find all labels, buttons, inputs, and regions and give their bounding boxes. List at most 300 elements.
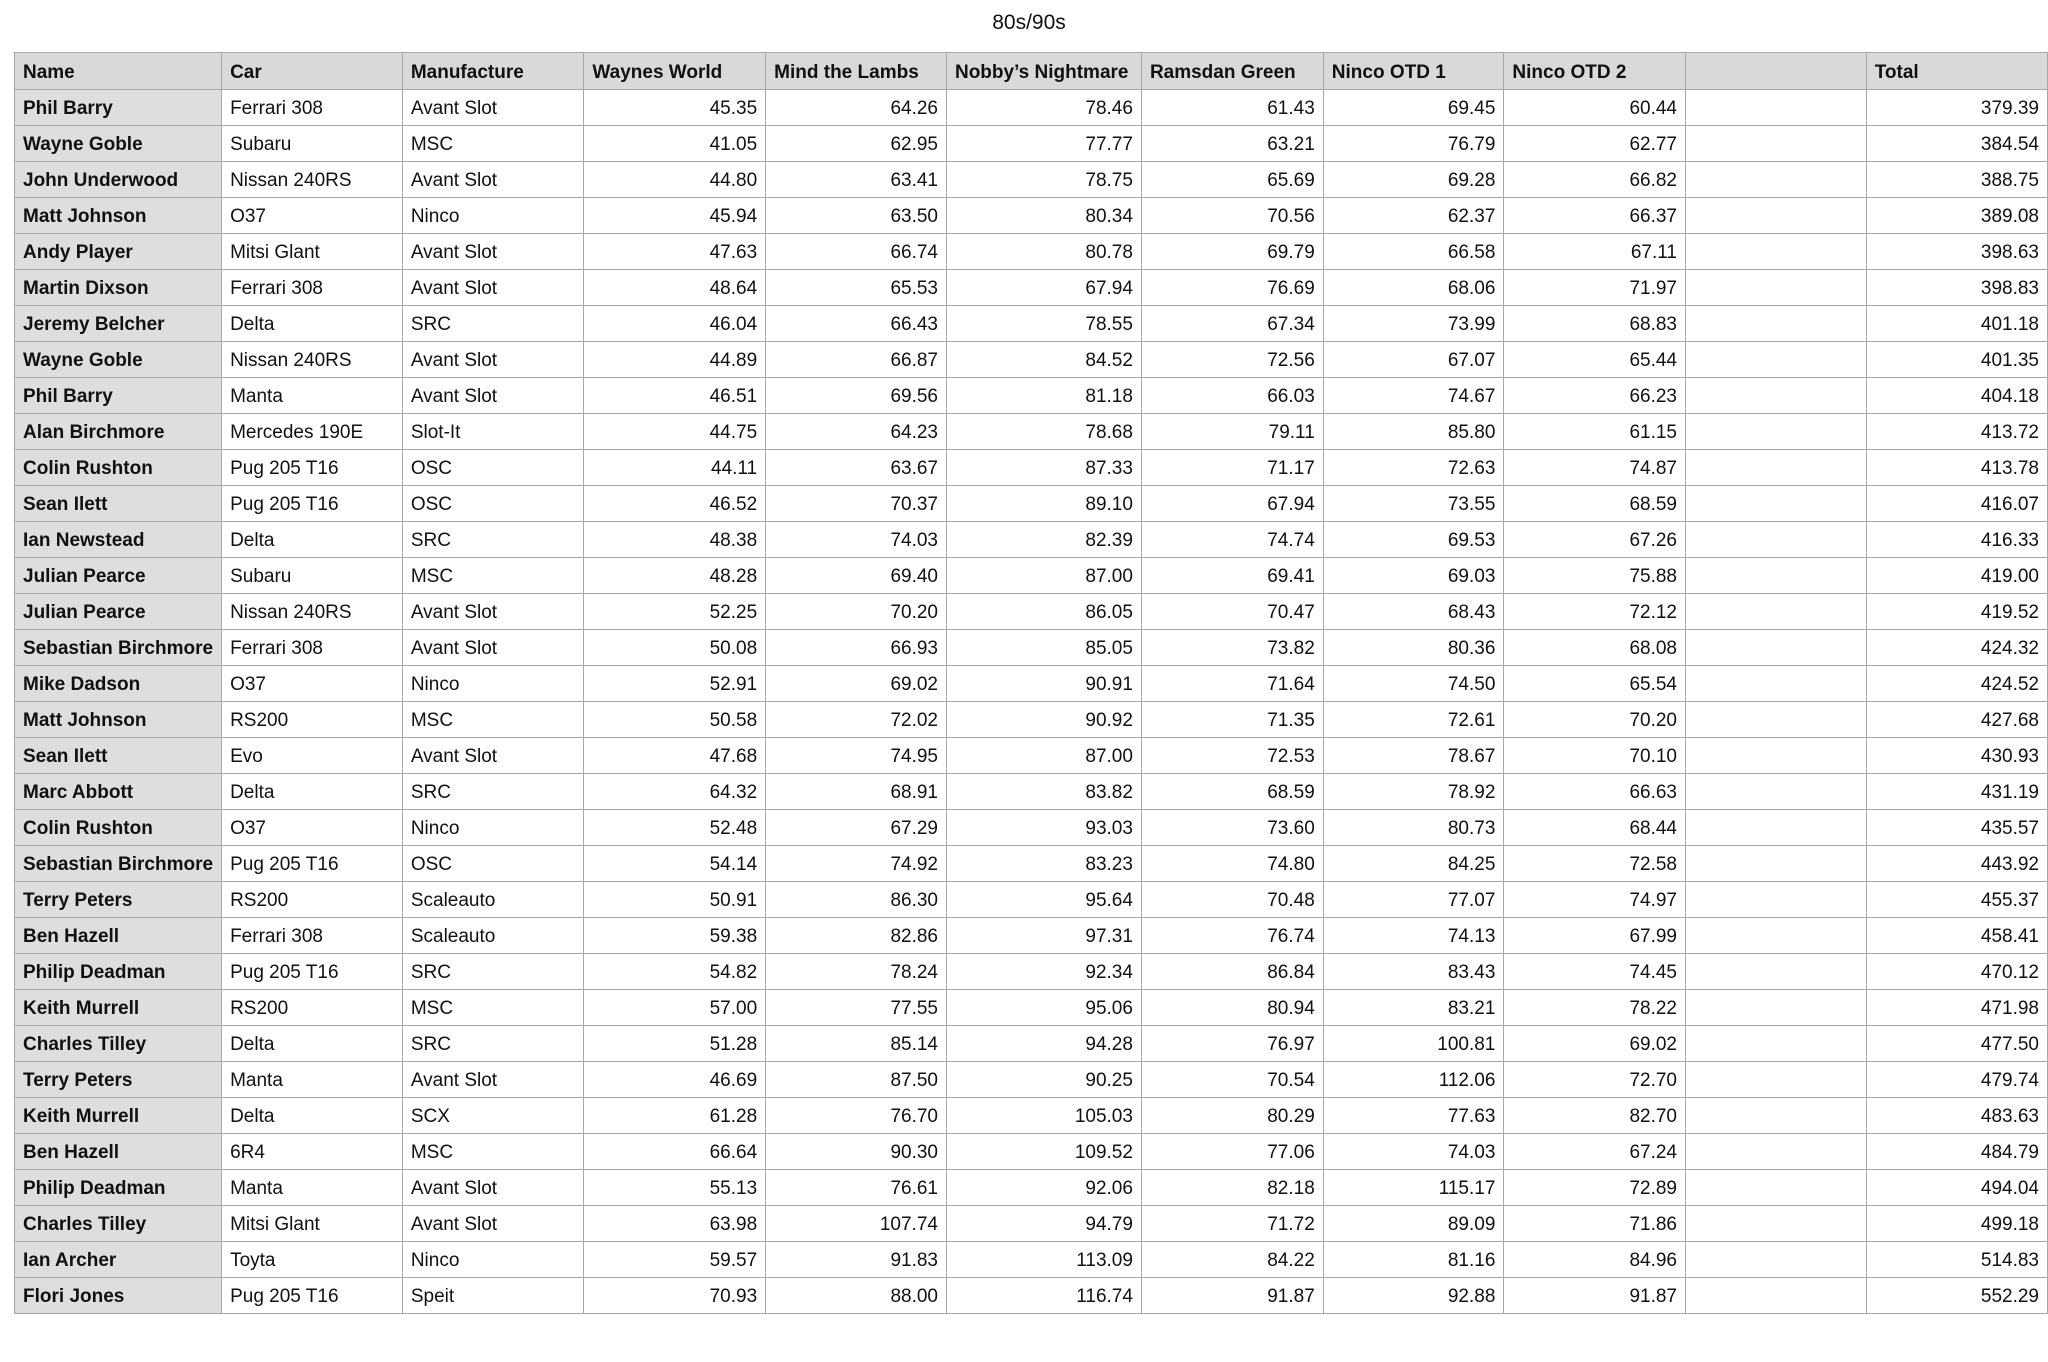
- cell-ramsdan-green[interactable]: 84.22: [1141, 1242, 1323, 1278]
- cell-ninco-otd-1[interactable]: 72.61: [1323, 702, 1504, 738]
- cell-ramsdan-green[interactable]: 61.43: [1141, 90, 1323, 126]
- cell-waynes-world[interactable]: 63.98: [584, 1206, 766, 1242]
- cell-ninco-otd-2[interactable]: 68.59: [1504, 486, 1686, 522]
- cell-ninco-otd-1[interactable]: 80.36: [1323, 630, 1504, 666]
- cell-nobbys-nightmare[interactable]: 90.92: [946, 702, 1141, 738]
- cell-name[interactable]: Marc Abbott: [15, 774, 222, 810]
- cell-name[interactable]: Flori Jones: [15, 1278, 222, 1314]
- cell-manufacture[interactable]: MSC: [402, 1134, 584, 1170]
- cell-manufacture[interactable]: Avant Slot: [402, 738, 584, 774]
- cell-ninco-otd-1[interactable]: 69.28: [1323, 162, 1504, 198]
- cell-ramsdan-green[interactable]: 82.18: [1141, 1170, 1323, 1206]
- cell-manufacture[interactable]: OSC: [402, 486, 584, 522]
- cell-manufacture[interactable]: Avant Slot: [402, 630, 584, 666]
- cell-blank[interactable]: [1686, 342, 1867, 378]
- cell-total[interactable]: 389.08: [1866, 198, 2047, 234]
- cell-mind-the-lambs[interactable]: 85.14: [766, 1026, 947, 1062]
- cell-name[interactable]: Phil Barry: [15, 90, 222, 126]
- cell-waynes-world[interactable]: 48.28: [584, 558, 766, 594]
- cell-ninco-otd-1[interactable]: 85.80: [1323, 414, 1504, 450]
- cell-blank[interactable]: [1686, 414, 1867, 450]
- header-mind-the-lambs[interactable]: Mind the Lambs: [766, 53, 947, 90]
- cell-nobbys-nightmare[interactable]: 95.06: [946, 990, 1141, 1026]
- cell-waynes-world[interactable]: 61.28: [584, 1098, 766, 1134]
- cell-blank[interactable]: [1686, 1242, 1867, 1278]
- cell-blank[interactable]: [1686, 486, 1867, 522]
- cell-waynes-world[interactable]: 54.14: [584, 846, 766, 882]
- cell-ninco-otd-1[interactable]: 74.03: [1323, 1134, 1504, 1170]
- cell-mind-the-lambs[interactable]: 69.02: [766, 666, 947, 702]
- cell-waynes-world[interactable]: 51.28: [584, 1026, 766, 1062]
- cell-ninco-otd-2[interactable]: 68.83: [1504, 306, 1686, 342]
- cell-blank[interactable]: [1686, 774, 1867, 810]
- header-ninco-otd-2[interactable]: Ninco OTD 2: [1504, 53, 1686, 90]
- cell-ninco-otd-2[interactable]: 74.45: [1504, 954, 1686, 990]
- cell-waynes-world[interactable]: 54.82: [584, 954, 766, 990]
- cell-waynes-world[interactable]: 44.75: [584, 414, 766, 450]
- cell-ninco-otd-2[interactable]: 70.10: [1504, 738, 1686, 774]
- header-total[interactable]: Total: [1866, 53, 2047, 90]
- cell-ramsdan-green[interactable]: 63.21: [1141, 126, 1323, 162]
- cell-blank[interactable]: [1686, 234, 1867, 270]
- cell-total[interactable]: 398.63: [1866, 234, 2047, 270]
- cell-manufacture[interactable]: Avant Slot: [402, 90, 584, 126]
- cell-car[interactable]: Pug 205 T16: [222, 1278, 403, 1314]
- cell-mind-the-lambs[interactable]: 76.61: [766, 1170, 947, 1206]
- cell-mind-the-lambs[interactable]: 74.03: [766, 522, 947, 558]
- cell-ramsdan-green[interactable]: 76.74: [1141, 918, 1323, 954]
- cell-car[interactable]: Delta: [222, 1026, 403, 1062]
- cell-ninco-otd-1[interactable]: 78.67: [1323, 738, 1504, 774]
- cell-ninco-otd-1[interactable]: 74.67: [1323, 378, 1504, 414]
- cell-name[interactable]: Sean Ilett: [15, 486, 222, 522]
- cell-nobbys-nightmare[interactable]: 86.05: [946, 594, 1141, 630]
- cell-total[interactable]: 458.41: [1866, 918, 2047, 954]
- cell-ninco-otd-1[interactable]: 69.45: [1323, 90, 1504, 126]
- cell-nobbys-nightmare[interactable]: 116.74: [946, 1278, 1141, 1314]
- cell-car[interactable]: RS200: [222, 702, 403, 738]
- cell-car[interactable]: Subaru: [222, 558, 403, 594]
- cell-car[interactable]: Delta: [222, 306, 403, 342]
- cell-manufacture[interactable]: SRC: [402, 1026, 584, 1062]
- cell-ninco-otd-1[interactable]: 100.81: [1323, 1026, 1504, 1062]
- cell-manufacture[interactable]: Slot-It: [402, 414, 584, 450]
- cell-ramsdan-green[interactable]: 67.34: [1141, 306, 1323, 342]
- cell-waynes-world[interactable]: 52.48: [584, 810, 766, 846]
- cell-mind-the-lambs[interactable]: 66.87: [766, 342, 947, 378]
- cell-mind-the-lambs[interactable]: 66.43: [766, 306, 947, 342]
- cell-waynes-world[interactable]: 46.52: [584, 486, 766, 522]
- cell-mind-the-lambs[interactable]: 67.29: [766, 810, 947, 846]
- cell-car[interactable]: O37: [222, 810, 403, 846]
- cell-ninco-otd-1[interactable]: 115.17: [1323, 1170, 1504, 1206]
- cell-mind-the-lambs[interactable]: 68.91: [766, 774, 947, 810]
- cell-ramsdan-green[interactable]: 69.79: [1141, 234, 1323, 270]
- cell-manufacture[interactable]: OSC: [402, 450, 584, 486]
- cell-ninco-otd-1[interactable]: 66.58: [1323, 234, 1504, 270]
- cell-nobbys-nightmare[interactable]: 83.82: [946, 774, 1141, 810]
- cell-car[interactable]: Nissan 240RS: [222, 594, 403, 630]
- cell-total[interactable]: 401.18: [1866, 306, 2047, 342]
- cell-car[interactable]: Ferrari 308: [222, 630, 403, 666]
- cell-ramsdan-green[interactable]: 74.80: [1141, 846, 1323, 882]
- cell-ninco-otd-2[interactable]: 74.97: [1504, 882, 1686, 918]
- cell-ramsdan-green[interactable]: 69.41: [1141, 558, 1323, 594]
- cell-ninco-otd-1[interactable]: 84.25: [1323, 846, 1504, 882]
- cell-ninco-otd-2[interactable]: 67.24: [1504, 1134, 1686, 1170]
- cell-manufacture[interactable]: Scaleauto: [402, 882, 584, 918]
- cell-nobbys-nightmare[interactable]: 90.91: [946, 666, 1141, 702]
- cell-car[interactable]: Mercedes 190E: [222, 414, 403, 450]
- header-nobbys-nightmare[interactable]: Nobby’s Nightmare: [946, 53, 1141, 90]
- cell-mind-the-lambs[interactable]: 86.30: [766, 882, 947, 918]
- cell-waynes-world[interactable]: 64.32: [584, 774, 766, 810]
- cell-car[interactable]: RS200: [222, 990, 403, 1026]
- cell-blank[interactable]: [1686, 1062, 1867, 1098]
- cell-blank[interactable]: [1686, 594, 1867, 630]
- header-ninco-otd-1[interactable]: Ninco OTD 1: [1323, 53, 1504, 90]
- cell-ninco-otd-2[interactable]: 60.44: [1504, 90, 1686, 126]
- cell-mind-the-lambs[interactable]: 76.70: [766, 1098, 947, 1134]
- cell-waynes-world[interactable]: 44.89: [584, 342, 766, 378]
- cell-waynes-world[interactable]: 52.91: [584, 666, 766, 702]
- cell-name[interactable]: Wayne Goble: [15, 126, 222, 162]
- cell-ramsdan-green[interactable]: 77.06: [1141, 1134, 1323, 1170]
- cell-ninco-otd-2[interactable]: 71.97: [1504, 270, 1686, 306]
- cell-car[interactable]: Nissan 240RS: [222, 162, 403, 198]
- cell-name[interactable]: Andy Player: [15, 234, 222, 270]
- cell-nobbys-nightmare[interactable]: 95.64: [946, 882, 1141, 918]
- cell-ninco-otd-2[interactable]: 75.88: [1504, 558, 1686, 594]
- cell-blank[interactable]: [1686, 810, 1867, 846]
- cell-car[interactable]: Evo: [222, 738, 403, 774]
- cell-blank[interactable]: [1686, 1278, 1867, 1314]
- cell-nobbys-nightmare[interactable]: 67.94: [946, 270, 1141, 306]
- cell-blank[interactable]: [1686, 918, 1867, 954]
- cell-ninco-otd-1[interactable]: 74.50: [1323, 666, 1504, 702]
- cell-ramsdan-green[interactable]: 80.29: [1141, 1098, 1323, 1134]
- cell-mind-the-lambs[interactable]: 82.86: [766, 918, 947, 954]
- cell-ramsdan-green[interactable]: 65.69: [1141, 162, 1323, 198]
- cell-total[interactable]: 431.19: [1866, 774, 2047, 810]
- cell-manufacture[interactable]: SRC: [402, 522, 584, 558]
- cell-waynes-world[interactable]: 55.13: [584, 1170, 766, 1206]
- cell-ninco-otd-1[interactable]: 69.53: [1323, 522, 1504, 558]
- cell-car[interactable]: Pug 205 T16: [222, 846, 403, 882]
- cell-car[interactable]: O37: [222, 666, 403, 702]
- cell-total[interactable]: 455.37: [1866, 882, 2047, 918]
- cell-blank[interactable]: [1686, 1134, 1867, 1170]
- cell-nobbys-nightmare[interactable]: 77.77: [946, 126, 1141, 162]
- cell-ninco-otd-2[interactable]: 72.58: [1504, 846, 1686, 882]
- cell-ninco-otd-1[interactable]: 81.16: [1323, 1242, 1504, 1278]
- cell-waynes-world[interactable]: 47.68: [584, 738, 766, 774]
- cell-ninco-otd-2[interactable]: 68.44: [1504, 810, 1686, 846]
- cell-mind-the-lambs[interactable]: 63.67: [766, 450, 947, 486]
- cell-manufacture[interactable]: Ninco: [402, 198, 584, 234]
- cell-ninco-otd-1[interactable]: 77.07: [1323, 882, 1504, 918]
- cell-name[interactable]: Mike Dadson: [15, 666, 222, 702]
- cell-nobbys-nightmare[interactable]: 89.10: [946, 486, 1141, 522]
- cell-ramsdan-green[interactable]: 73.82: [1141, 630, 1323, 666]
- cell-blank[interactable]: [1686, 126, 1867, 162]
- cell-mind-the-lambs[interactable]: 63.41: [766, 162, 947, 198]
- cell-waynes-world[interactable]: 50.58: [584, 702, 766, 738]
- cell-blank[interactable]: [1686, 378, 1867, 414]
- cell-manufacture[interactable]: Avant Slot: [402, 1062, 584, 1098]
- cell-ramsdan-green[interactable]: 71.35: [1141, 702, 1323, 738]
- cell-mind-the-lambs[interactable]: 107.74: [766, 1206, 947, 1242]
- cell-mind-the-lambs[interactable]: 69.56: [766, 378, 947, 414]
- cell-total[interactable]: 384.54: [1866, 126, 2047, 162]
- cell-ramsdan-green[interactable]: 66.03: [1141, 378, 1323, 414]
- cell-nobbys-nightmare[interactable]: 80.34: [946, 198, 1141, 234]
- cell-nobbys-nightmare[interactable]: 97.31: [946, 918, 1141, 954]
- cell-manufacture[interactable]: Avant Slot: [402, 342, 584, 378]
- cell-car[interactable]: Manta: [222, 378, 403, 414]
- cell-blank[interactable]: [1686, 270, 1867, 306]
- cell-total[interactable]: 443.92: [1866, 846, 2047, 882]
- cell-ninco-otd-1[interactable]: 92.88: [1323, 1278, 1504, 1314]
- cell-ninco-otd-2[interactable]: 66.37: [1504, 198, 1686, 234]
- cell-mind-the-lambs[interactable]: 91.83: [766, 1242, 947, 1278]
- cell-manufacture[interactable]: Avant Slot: [402, 162, 584, 198]
- cell-total[interactable]: 470.12: [1866, 954, 2047, 990]
- cell-nobbys-nightmare[interactable]: 105.03: [946, 1098, 1141, 1134]
- cell-ramsdan-green[interactable]: 79.11: [1141, 414, 1323, 450]
- cell-blank[interactable]: [1686, 630, 1867, 666]
- cell-ninco-otd-1[interactable]: 73.99: [1323, 306, 1504, 342]
- cell-name[interactable]: Philip Deadman: [15, 954, 222, 990]
- cell-ninco-otd-2[interactable]: 67.11: [1504, 234, 1686, 270]
- cell-ninco-otd-2[interactable]: 65.54: [1504, 666, 1686, 702]
- header-ramsdan-green[interactable]: Ramsdan Green: [1141, 53, 1323, 90]
- cell-name[interactable]: Ben Hazell: [15, 1134, 222, 1170]
- cell-ninco-otd-1[interactable]: 78.92: [1323, 774, 1504, 810]
- cell-nobbys-nightmare[interactable]: 109.52: [946, 1134, 1141, 1170]
- cell-waynes-world[interactable]: 70.93: [584, 1278, 766, 1314]
- cell-ninco-otd-1[interactable]: 73.55: [1323, 486, 1504, 522]
- cell-name[interactable]: Ian Archer: [15, 1242, 222, 1278]
- cell-total[interactable]: 552.29: [1866, 1278, 2047, 1314]
- cell-nobbys-nightmare[interactable]: 82.39: [946, 522, 1141, 558]
- header-waynes-world[interactable]: Waynes World: [584, 53, 766, 90]
- cell-name[interactable]: Phil Barry: [15, 378, 222, 414]
- cell-ninco-otd-1[interactable]: 72.63: [1323, 450, 1504, 486]
- cell-car[interactable]: Ferrari 308: [222, 270, 403, 306]
- cell-ninco-otd-1[interactable]: 74.13: [1323, 918, 1504, 954]
- cell-total[interactable]: 416.33: [1866, 522, 2047, 558]
- cell-mind-the-lambs[interactable]: 90.30: [766, 1134, 947, 1170]
- cell-total[interactable]: 479.74: [1866, 1062, 2047, 1098]
- cell-total[interactable]: 483.63: [1866, 1098, 2047, 1134]
- cell-ninco-otd-2[interactable]: 78.22: [1504, 990, 1686, 1026]
- cell-total[interactable]: 484.79: [1866, 1134, 2047, 1170]
- cell-blank[interactable]: [1686, 738, 1867, 774]
- cell-nobbys-nightmare[interactable]: 78.75: [946, 162, 1141, 198]
- cell-ramsdan-green[interactable]: 72.56: [1141, 342, 1323, 378]
- cell-waynes-world[interactable]: 44.11: [584, 450, 766, 486]
- cell-blank[interactable]: [1686, 990, 1867, 1026]
- cell-name[interactable]: Terry Peters: [15, 1062, 222, 1098]
- cell-name[interactable]: Terry Peters: [15, 882, 222, 918]
- cell-ninco-otd-2[interactable]: 70.20: [1504, 702, 1686, 738]
- cell-ramsdan-green[interactable]: 70.48: [1141, 882, 1323, 918]
- cell-mind-the-lambs[interactable]: 64.26: [766, 90, 947, 126]
- cell-name[interactable]: Colin Rushton: [15, 450, 222, 486]
- cell-blank[interactable]: [1686, 306, 1867, 342]
- cell-name[interactable]: Philip Deadman: [15, 1170, 222, 1206]
- cell-ramsdan-green[interactable]: 73.60: [1141, 810, 1323, 846]
- cell-mind-the-lambs[interactable]: 65.53: [766, 270, 947, 306]
- cell-mind-the-lambs[interactable]: 66.93: [766, 630, 947, 666]
- cell-car[interactable]: Subaru: [222, 126, 403, 162]
- cell-mind-the-lambs[interactable]: 70.20: [766, 594, 947, 630]
- cell-waynes-world[interactable]: 45.94: [584, 198, 766, 234]
- cell-name[interactable]: Sebastian Birchmore: [15, 630, 222, 666]
- cell-car[interactable]: Pug 205 T16: [222, 954, 403, 990]
- cell-ninco-otd-2[interactable]: 65.44: [1504, 342, 1686, 378]
- cell-waynes-world[interactable]: 52.25: [584, 594, 766, 630]
- cell-ninco-otd-2[interactable]: 69.02: [1504, 1026, 1686, 1062]
- cell-nobbys-nightmare[interactable]: 85.05: [946, 630, 1141, 666]
- cell-car[interactable]: Delta: [222, 774, 403, 810]
- cell-ninco-otd-2[interactable]: 66.23: [1504, 378, 1686, 414]
- cell-total[interactable]: 379.39: [1866, 90, 2047, 126]
- cell-ninco-otd-2[interactable]: 62.77: [1504, 126, 1686, 162]
- cell-name[interactable]: John Underwood: [15, 162, 222, 198]
- cell-waynes-world[interactable]: 48.64: [584, 270, 766, 306]
- header-blank[interactable]: [1686, 53, 1867, 90]
- cell-ninco-otd-1[interactable]: 76.79: [1323, 126, 1504, 162]
- cell-waynes-world[interactable]: 45.35: [584, 90, 766, 126]
- cell-name[interactable]: Julian Pearce: [15, 594, 222, 630]
- cell-blank[interactable]: [1686, 558, 1867, 594]
- cell-manufacture[interactable]: Avant Slot: [402, 234, 584, 270]
- cell-total[interactable]: 404.18: [1866, 378, 2047, 414]
- cell-mind-the-lambs[interactable]: 62.95: [766, 126, 947, 162]
- cell-blank[interactable]: [1686, 882, 1867, 918]
- cell-name[interactable]: Ben Hazell: [15, 918, 222, 954]
- cell-car[interactable]: Delta: [222, 1098, 403, 1134]
- cell-name[interactable]: Jeremy Belcher: [15, 306, 222, 342]
- cell-mind-the-lambs[interactable]: 78.24: [766, 954, 947, 990]
- cell-name[interactable]: Colin Rushton: [15, 810, 222, 846]
- cell-ninco-otd-2[interactable]: 67.26: [1504, 522, 1686, 558]
- cell-ramsdan-green[interactable]: 68.59: [1141, 774, 1323, 810]
- cell-blank[interactable]: [1686, 450, 1867, 486]
- cell-waynes-world[interactable]: 48.38: [584, 522, 766, 558]
- cell-nobbys-nightmare[interactable]: 94.28: [946, 1026, 1141, 1062]
- cell-ninco-otd-1[interactable]: 83.21: [1323, 990, 1504, 1026]
- header-name[interactable]: Name: [15, 53, 222, 90]
- cell-ninco-otd-2[interactable]: 68.08: [1504, 630, 1686, 666]
- cell-ninco-otd-1[interactable]: 89.09: [1323, 1206, 1504, 1242]
- cell-nobbys-nightmare[interactable]: 93.03: [946, 810, 1141, 846]
- cell-car[interactable]: Delta: [222, 522, 403, 558]
- header-manufacture[interactable]: Manufacture: [402, 53, 584, 90]
- cell-waynes-world[interactable]: 41.05: [584, 126, 766, 162]
- cell-nobbys-nightmare[interactable]: 92.06: [946, 1170, 1141, 1206]
- cell-waynes-world[interactable]: 59.38: [584, 918, 766, 954]
- cell-nobbys-nightmare[interactable]: 84.52: [946, 342, 1141, 378]
- cell-ramsdan-green[interactable]: 71.72: [1141, 1206, 1323, 1242]
- cell-nobbys-nightmare[interactable]: 94.79: [946, 1206, 1141, 1242]
- cell-ramsdan-green[interactable]: 67.94: [1141, 486, 1323, 522]
- cell-car[interactable]: Nissan 240RS: [222, 342, 403, 378]
- cell-nobbys-nightmare[interactable]: 78.68: [946, 414, 1141, 450]
- cell-total[interactable]: 471.98: [1866, 990, 2047, 1026]
- cell-waynes-world[interactable]: 46.51: [584, 378, 766, 414]
- cell-name[interactable]: Martin Dixson: [15, 270, 222, 306]
- cell-manufacture[interactable]: MSC: [402, 126, 584, 162]
- cell-mind-the-lambs[interactable]: 69.40: [766, 558, 947, 594]
- cell-ramsdan-green[interactable]: 70.54: [1141, 1062, 1323, 1098]
- cell-name[interactable]: Sebastian Birchmore: [15, 846, 222, 882]
- cell-ninco-otd-1[interactable]: 67.07: [1323, 342, 1504, 378]
- cell-manufacture[interactable]: SRC: [402, 954, 584, 990]
- cell-manufacture[interactable]: Scaleauto: [402, 918, 584, 954]
- cell-name[interactable]: Charles Tilley: [15, 1026, 222, 1062]
- cell-ninco-otd-2[interactable]: 71.86: [1504, 1206, 1686, 1242]
- cell-car[interactable]: Mitsi Glant: [222, 234, 403, 270]
- cell-total[interactable]: 435.57: [1866, 810, 2047, 846]
- cell-ramsdan-green[interactable]: 72.53: [1141, 738, 1323, 774]
- cell-name[interactable]: Ian Newstead: [15, 522, 222, 558]
- cell-manufacture[interactable]: SRC: [402, 774, 584, 810]
- cell-ninco-otd-1[interactable]: 112.06: [1323, 1062, 1504, 1098]
- cell-car[interactable]: RS200: [222, 882, 403, 918]
- cell-car[interactable]: Pug 205 T16: [222, 450, 403, 486]
- cell-manufacture[interactable]: MSC: [402, 990, 584, 1026]
- cell-ninco-otd-1[interactable]: 83.43: [1323, 954, 1504, 990]
- cell-ramsdan-green[interactable]: 91.87: [1141, 1278, 1323, 1314]
- cell-name[interactable]: Matt Johnson: [15, 702, 222, 738]
- cell-total[interactable]: 401.35: [1866, 342, 2047, 378]
- cell-mind-the-lambs[interactable]: 66.74: [766, 234, 947, 270]
- cell-nobbys-nightmare[interactable]: 87.00: [946, 738, 1141, 774]
- cell-ninco-otd-2[interactable]: 74.87: [1504, 450, 1686, 486]
- cell-blank[interactable]: [1686, 1098, 1867, 1134]
- cell-manufacture[interactable]: Ninco: [402, 1242, 584, 1278]
- cell-manufacture[interactable]: Ninco: [402, 666, 584, 702]
- cell-name[interactable]: Wayne Goble: [15, 342, 222, 378]
- cell-ninco-otd-2[interactable]: 82.70: [1504, 1098, 1686, 1134]
- cell-name[interactable]: Matt Johnson: [15, 198, 222, 234]
- cell-ramsdan-green[interactable]: 76.69: [1141, 270, 1323, 306]
- cell-nobbys-nightmare[interactable]: 78.55: [946, 306, 1141, 342]
- cell-total[interactable]: 494.04: [1866, 1170, 2047, 1206]
- cell-waynes-world[interactable]: 44.80: [584, 162, 766, 198]
- cell-total[interactable]: 477.50: [1866, 1026, 2047, 1062]
- cell-mind-the-lambs[interactable]: 64.23: [766, 414, 947, 450]
- cell-mind-the-lambs[interactable]: 63.50: [766, 198, 947, 234]
- cell-blank[interactable]: [1686, 954, 1867, 990]
- cell-car[interactable]: 6R4: [222, 1134, 403, 1170]
- cell-manufacture[interactable]: Avant Slot: [402, 1170, 584, 1206]
- cell-blank[interactable]: [1686, 702, 1867, 738]
- cell-blank[interactable]: [1686, 1170, 1867, 1206]
- cell-waynes-world[interactable]: 47.63: [584, 234, 766, 270]
- cell-car[interactable]: Pug 205 T16: [222, 486, 403, 522]
- cell-ramsdan-green[interactable]: 86.84: [1141, 954, 1323, 990]
- cell-blank[interactable]: [1686, 90, 1867, 126]
- cell-car[interactable]: Mitsi Glant: [222, 1206, 403, 1242]
- cell-ramsdan-green[interactable]: 80.94: [1141, 990, 1323, 1026]
- cell-nobbys-nightmare[interactable]: 87.33: [946, 450, 1141, 486]
- cell-ramsdan-green[interactable]: 76.97: [1141, 1026, 1323, 1062]
- cell-total[interactable]: 514.83: [1866, 1242, 2047, 1278]
